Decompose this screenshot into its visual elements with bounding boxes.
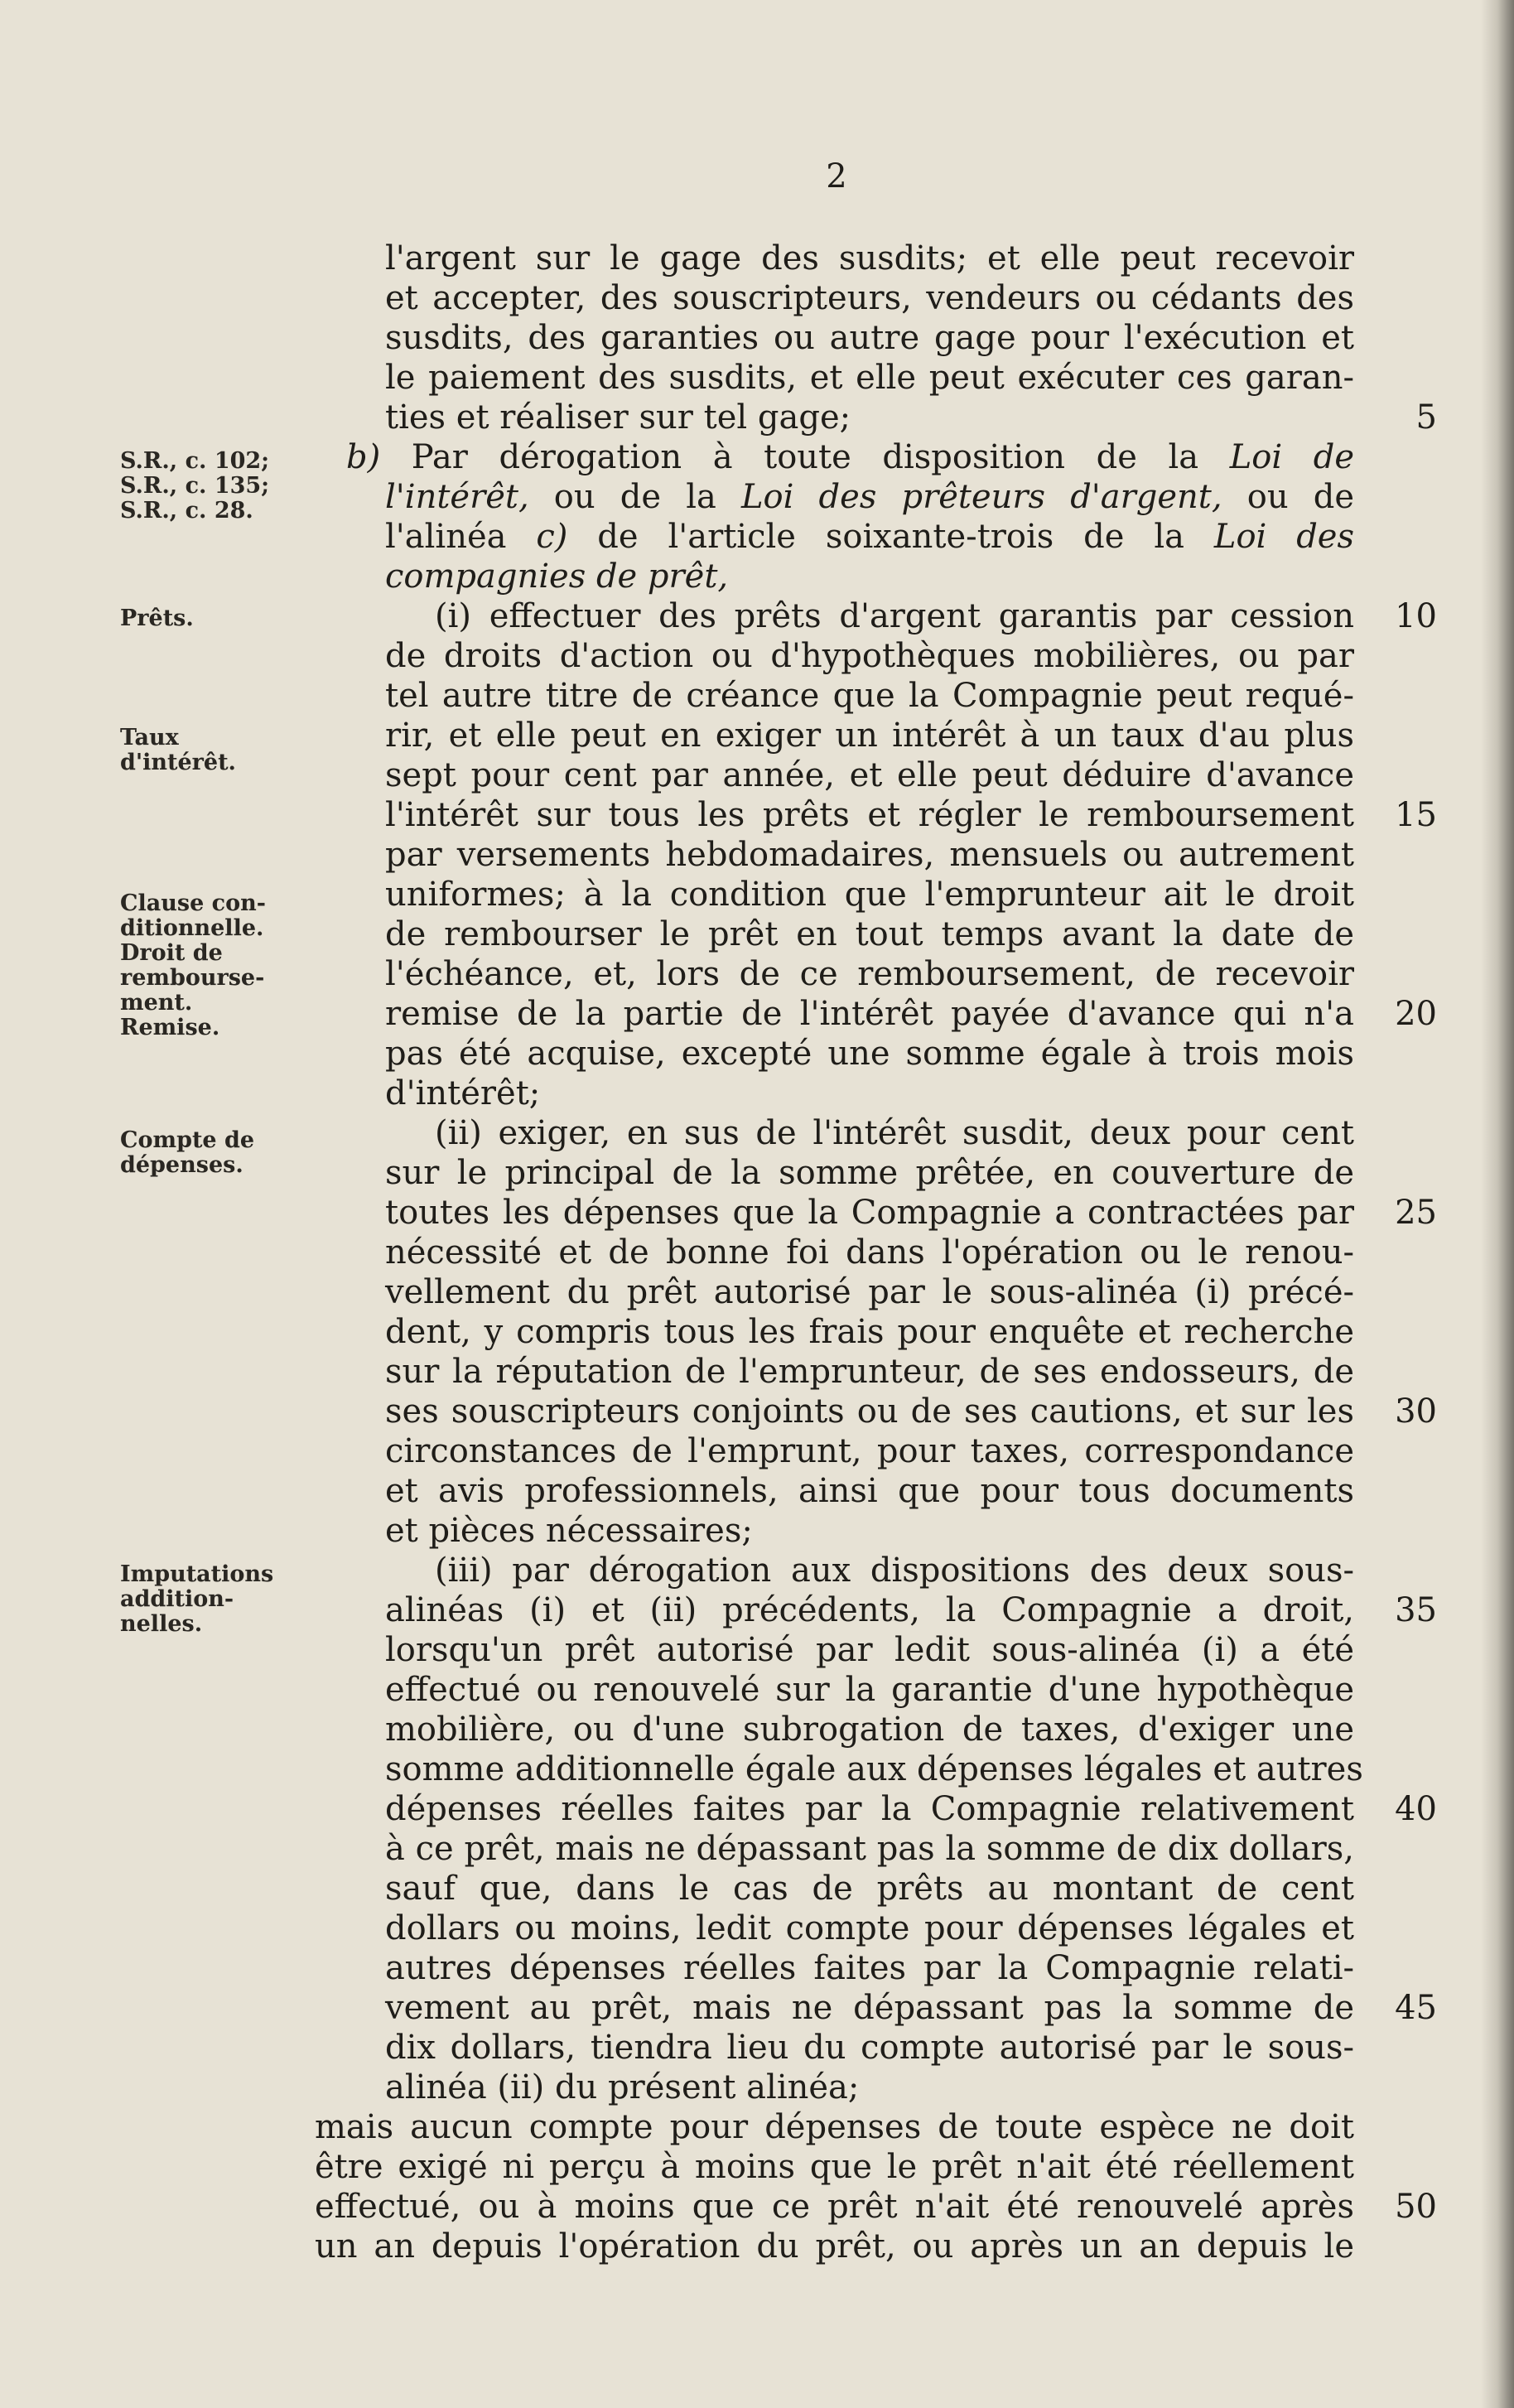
text-line: circonstances de l'emprunt, pour taxes, correspondance xyxy=(385,1432,1354,1470)
margin-note-statutes xyxy=(120,449,319,524)
text-line: et accepter, des souscripteurs, vendeurs ou cédants des xyxy=(385,279,1354,317)
margin-note-prets xyxy=(120,606,319,631)
text-line: sept pour cent par année, et elle peut déduire d'avance xyxy=(385,756,1354,794)
text-line: à ce prêt, mais ne dépassant pas la somme de dix dollars, xyxy=(385,1830,1354,1868)
text-line: l'alinéa c) de l'article soixante-trois de la Loi des xyxy=(385,518,1355,556)
text-line: l'intérêt, ou de la Loi des prêteurs d'argent, ou de xyxy=(385,478,1354,516)
line-number: 30 xyxy=(1395,1392,1437,1431)
margin-note-line: dépenses. xyxy=(120,1152,243,1178)
text-line: uniformes; à la condition que l'emprunteur ait le droit xyxy=(385,876,1354,914)
text-line: dépenses réelles faites par la Compagnie relativement xyxy=(385,1790,1354,1828)
text-line: de rembourser le prêt en tout temps avant la date de xyxy=(385,915,1354,953)
margin-note-line: rembourse- xyxy=(120,965,265,991)
text-line: sauf que, dans le cas de prêts au montant de cent xyxy=(385,1870,1354,1908)
text-line: un an depuis l'opération du prêt, ou après un an depuis le xyxy=(315,2227,1354,2266)
text-line: compagnies de prêt, xyxy=(385,557,729,596)
margin-note-line: Clause con- xyxy=(120,890,266,916)
page-edge-shadow xyxy=(1481,0,1514,2408)
text-line: et pièces nécessaires; xyxy=(385,1512,753,1550)
line-number: 50 xyxy=(1395,2188,1437,2226)
text-line: toutes les dépenses que la Compagnie a contractées par xyxy=(385,1194,1354,1232)
text-line: dent, y compris tous les frais pour enquête et recherche xyxy=(385,1313,1354,1351)
text-line: vellement du prêt autorisé par le sous-alinéa (i) précé- xyxy=(385,1273,1354,1311)
text-line: dollars ou moins, ledit compte pour dépenses légales et xyxy=(385,1909,1354,1947)
text-line: somme additionnelle égale aux dépenses légales et autres xyxy=(385,1750,1363,1788)
margin-note-line: Remise. xyxy=(120,1015,220,1040)
text-line: lorsqu'un prêt autorisé par ledit sous-alinéa (i) a été xyxy=(385,1631,1354,1669)
text-line: pas été acquise, excepté une somme égale à trois mois xyxy=(385,1035,1354,1073)
text-line: vement au prêt, mais ne dépassant pas la somme de xyxy=(385,1989,1354,2027)
text-line: alinéas (i) et (ii) précédents, la Compagnie a droit, xyxy=(385,1591,1354,1629)
text-line: le paiement des susdits, et elle peut exécuter ces garan- xyxy=(385,359,1354,397)
line-number: 5 xyxy=(1415,398,1437,437)
page-number: 2 xyxy=(826,157,847,195)
text-line: être exigé ni perçu à moins que le prêt n'ait été réellement xyxy=(315,2148,1354,2186)
margin-note-line: S.R., c. 28. xyxy=(120,498,253,524)
text-line: b) Par dérogation à toute disposition de la Loi de xyxy=(346,438,1354,476)
text-line: nécessité et de bonne foi dans l'opération ou le renou- xyxy=(385,1233,1354,1272)
line-number: 20 xyxy=(1395,995,1437,1033)
text-line: autres dépenses réelles faites par la Compagnie relati- xyxy=(385,1949,1354,1987)
margin-note-line: ditionnelle. xyxy=(120,915,264,941)
margin-note-imputations xyxy=(120,1562,319,1637)
text-line: l'intérêt sur tous les prêts et régler le remboursement xyxy=(385,796,1354,834)
margin-note-line: d'intérêt. xyxy=(120,750,236,775)
line-number: 40 xyxy=(1395,1790,1437,1828)
text-line: par versements hebdomadaires, mensuels ou autrement xyxy=(385,836,1354,874)
text-line: mobilière, ou d'une subrogation de taxes, d'exiger une xyxy=(385,1711,1354,1749)
text-line: effectué ou renouvelé sur la garantie d'une hypothèque xyxy=(385,1671,1354,1709)
text-line: (iii) par dérogation aux dispositions des deux sous- xyxy=(435,1551,1354,1590)
margin-note-clause xyxy=(120,891,319,1040)
text-line: l'échéance, et, lors de ce remboursement, de recevoir xyxy=(385,955,1354,993)
text-line: remise de la partie de l'intérêt payée d'avance qui n'a xyxy=(385,995,1354,1033)
text-line: alinéa (ii) du présent alinéa; xyxy=(385,2068,860,2106)
text-line: effectué, ou à moins que ce prêt n'ait été renouvelé après xyxy=(315,2188,1354,2226)
line-number: 45 xyxy=(1395,1989,1437,2027)
margin-note-line: nelles. xyxy=(120,1611,203,1637)
text-line: et avis professionnels, ainsi que pour tous documents xyxy=(385,1472,1354,1510)
margin-note-compte xyxy=(120,1128,319,1178)
margin-note-line: Prêts. xyxy=(120,606,194,631)
margin-note-line: Compte de xyxy=(120,1127,255,1153)
margin-note-line: Imputations xyxy=(120,1561,274,1587)
text-line: dix dollars, tiendra lieu du compte autorisé par le sous- xyxy=(385,2029,1354,2067)
text-line: d'intérêt; xyxy=(385,1074,541,1112)
line-number: 25 xyxy=(1395,1194,1437,1232)
margin-note-line: S.R., c. 102; xyxy=(120,448,270,474)
margin-note-taux xyxy=(120,726,319,775)
margin-note-line: S.R., c. 135; xyxy=(120,473,270,499)
line-number: 10 xyxy=(1395,597,1437,635)
text-line: l'argent sur le gage des susdits; et elle peut recevoir xyxy=(385,239,1354,277)
line-number: 15 xyxy=(1395,796,1437,834)
text-line: sur la réputation de l'emprunteur, de ses endosseurs, de xyxy=(385,1353,1354,1391)
text-line: de droits d'action ou d'hypothèques mobilières, ou par xyxy=(385,637,1354,675)
text-line: susdits, des garanties ou autre gage pour l'exécution et xyxy=(385,319,1354,357)
text-line: tel autre titre de créance que la Compagnie peut requé- xyxy=(385,677,1354,715)
margin-note-line: ment. xyxy=(120,990,193,1016)
margin-note-line: Taux xyxy=(120,725,179,750)
margin-note-line: addition- xyxy=(120,1586,234,1612)
text-line: rir, et elle peut en exiger un intérêt à un taux d'au plus xyxy=(385,717,1354,755)
margin-note-line: Droit de xyxy=(120,940,223,966)
text-line: (ii) exiger, en sus de l'intérêt susdit, deux pour cent xyxy=(435,1114,1354,1152)
text-line: sur le principal de la somme prêtée, en couverture de xyxy=(385,1154,1354,1192)
line-number: 35 xyxy=(1395,1591,1437,1629)
text-line: ses souscripteurs conjoints ou de ses cautions, et sur les xyxy=(385,1392,1354,1431)
text-line: ties et réaliser sur tel gage; xyxy=(385,398,851,437)
text-line: mais aucun compte pour dépenses de toute espèce ne doit xyxy=(315,2108,1354,2146)
text-line: (i) effectuer des prêts d'argent garantis par cession xyxy=(435,597,1354,635)
